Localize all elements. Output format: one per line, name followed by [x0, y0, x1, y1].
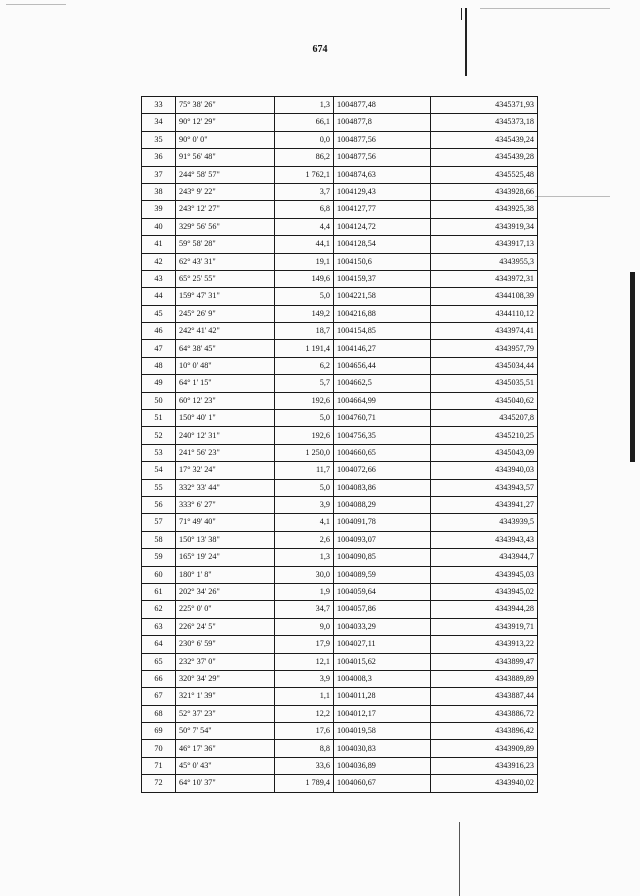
point-number-cell: 56	[142, 496, 176, 513]
y-coordinate-cell: 4343916,23	[431, 757, 538, 774]
x-coordinate-cell: 1004129,43	[334, 183, 431, 200]
point-number-cell: 52	[142, 427, 176, 444]
distance-cell: 1,9	[275, 583, 334, 600]
direction-angle-cell: 165° 19' 24"	[176, 549, 275, 566]
table-row	[142, 601, 538, 618]
coordinates-table-body	[142, 97, 538, 793]
distance-cell: 5,7	[275, 375, 334, 392]
distance-cell: 12,2	[275, 705, 334, 722]
x-coordinate-cell: 1004060,67	[334, 775, 431, 792]
direction-angle-cell: 45° 0' 43"	[176, 757, 275, 774]
distance-cell: 11,7	[275, 462, 334, 479]
x-coordinate-cell: 1004159,37	[334, 270, 431, 287]
x-coordinate-cell: 1004656,44	[334, 357, 431, 374]
direction-angle-cell: 62° 43' 31"	[176, 253, 275, 270]
table-row	[142, 270, 538, 287]
x-coordinate-cell: 1004012,17	[334, 705, 431, 722]
table-row	[142, 670, 538, 687]
y-coordinate-cell: 4344108,39	[431, 288, 538, 305]
distance-cell: 33,6	[275, 757, 334, 774]
y-coordinate-cell: 4343917,13	[431, 236, 538, 253]
y-coordinate-cell: 4343944,7	[431, 549, 538, 566]
distance-cell: 4,1	[275, 514, 334, 531]
table-row	[142, 566, 538, 583]
x-coordinate-cell: 1004662,5	[334, 375, 431, 392]
distance-cell: 1,3	[275, 97, 334, 114]
table-row	[142, 723, 538, 740]
table-row	[142, 305, 538, 322]
x-coordinate-cell: 1004036,89	[334, 757, 431, 774]
y-coordinate-cell: 4345373,18	[431, 114, 538, 131]
point-number-cell: 66	[142, 670, 176, 687]
direction-angle-cell: 333° 6' 27"	[176, 496, 275, 513]
point-number-cell: 69	[142, 723, 176, 740]
direction-angle-cell: 90° 0' 0"	[176, 131, 275, 148]
x-coordinate-cell: 1004756,35	[334, 427, 431, 444]
distance-cell: 12,1	[275, 653, 334, 670]
table-row	[142, 288, 538, 305]
scan-smudge	[6, 4, 66, 5]
direction-angle-cell: 243° 9' 22"	[176, 183, 275, 200]
table-row	[142, 444, 538, 461]
direction-angle-cell: 75° 38' 26"	[176, 97, 275, 114]
distance-cell: 1 191,4	[275, 340, 334, 357]
distance-cell: 5,0	[275, 410, 334, 427]
y-coordinate-cell: 4343919,34	[431, 218, 538, 235]
y-coordinate-cell: 4343896,42	[431, 723, 538, 740]
binding-mark-top-secondary	[461, 8, 462, 20]
distance-cell: 3,7	[275, 183, 334, 200]
distance-cell: 192,6	[275, 427, 334, 444]
direction-angle-cell: 244° 58' 57"	[176, 166, 275, 183]
table-row	[142, 531, 538, 548]
y-coordinate-cell: 4343886,72	[431, 705, 538, 722]
distance-cell: 6,8	[275, 201, 334, 218]
y-coordinate-cell: 4343945,03	[431, 566, 538, 583]
y-coordinate-cell: 4345210,25	[431, 427, 538, 444]
point-number-cell: 36	[142, 149, 176, 166]
x-coordinate-cell: 1004057,86	[334, 601, 431, 618]
point-number-cell: 49	[142, 375, 176, 392]
direction-angle-cell: 159° 47' 31"	[176, 288, 275, 305]
x-coordinate-cell: 1004877,56	[334, 149, 431, 166]
y-coordinate-cell: 4345034,44	[431, 357, 538, 374]
table-row	[142, 583, 538, 600]
x-coordinate-cell: 1004150,6	[334, 253, 431, 270]
point-number-cell: 71	[142, 757, 176, 774]
x-coordinate-cell: 1004877,48	[334, 97, 431, 114]
y-coordinate-cell: 4343913,22	[431, 636, 538, 653]
distance-cell: 149,6	[275, 270, 334, 287]
direction-angle-cell: 242° 41' 42"	[176, 323, 275, 340]
y-coordinate-cell: 4345043,09	[431, 444, 538, 461]
distance-cell: 8,8	[275, 740, 334, 757]
table-row	[142, 636, 538, 653]
x-coordinate-cell: 1004760,71	[334, 410, 431, 427]
table-row	[142, 131, 538, 148]
x-coordinate-cell: 1004072,66	[334, 462, 431, 479]
direction-angle-cell: 64° 38' 45"	[176, 340, 275, 357]
table-row	[142, 705, 538, 722]
y-coordinate-cell: 4345371,93	[431, 97, 538, 114]
table-row	[142, 479, 538, 496]
distance-cell: 3,9	[275, 496, 334, 513]
distance-cell: 0,0	[275, 131, 334, 148]
distance-cell: 66,1	[275, 114, 334, 131]
distance-cell: 1,1	[275, 688, 334, 705]
y-coordinate-cell: 4343944,28	[431, 601, 538, 618]
table-row	[142, 392, 538, 409]
scan-smudge	[480, 8, 610, 9]
y-coordinate-cell: 4343889,89	[431, 670, 538, 687]
point-number-cell: 38	[142, 183, 176, 200]
y-coordinate-cell: 4343945,02	[431, 583, 538, 600]
x-coordinate-cell: 1004008,3	[334, 670, 431, 687]
direction-angle-cell: 91° 56' 48"	[176, 149, 275, 166]
page-number: 674	[312, 44, 328, 55]
x-coordinate-cell: 1004088,29	[334, 496, 431, 513]
direction-angle-cell: 65° 25' 55"	[176, 270, 275, 287]
direction-angle-cell: 232° 37' 0"	[176, 653, 275, 670]
binding-mark-bottom	[459, 822, 460, 896]
table-row	[142, 514, 538, 531]
y-coordinate-cell: 4343919,71	[431, 618, 538, 635]
y-coordinate-cell: 4343925,38	[431, 201, 538, 218]
x-coordinate-cell: 1004011,28	[334, 688, 431, 705]
table-row	[142, 201, 538, 218]
table-row	[142, 166, 538, 183]
distance-cell: 5,0	[275, 479, 334, 496]
table-row	[142, 618, 538, 635]
table-row	[142, 236, 538, 253]
x-coordinate-cell: 1004089,59	[334, 566, 431, 583]
table-row	[142, 149, 538, 166]
point-number-cell: 70	[142, 740, 176, 757]
direction-angle-cell: 245° 26' 9"	[176, 305, 275, 322]
point-number-cell: 40	[142, 218, 176, 235]
table-row	[142, 253, 538, 270]
coordinates-table	[141, 96, 538, 793]
y-coordinate-cell: 4343899,47	[431, 653, 538, 670]
table-row	[142, 688, 538, 705]
distance-cell: 86,2	[275, 149, 334, 166]
table-row	[142, 375, 538, 392]
x-coordinate-cell: 1004019,58	[334, 723, 431, 740]
point-number-cell: 44	[142, 288, 176, 305]
point-number-cell: 54	[142, 462, 176, 479]
distance-cell: 1 250,0	[275, 444, 334, 461]
x-coordinate-cell: 1004059,64	[334, 583, 431, 600]
point-number-cell: 34	[142, 114, 176, 131]
y-coordinate-cell: 4343887,44	[431, 688, 538, 705]
y-coordinate-cell: 4343939,5	[431, 514, 538, 531]
distance-cell: 44,1	[275, 236, 334, 253]
y-coordinate-cell: 4343972,31	[431, 270, 538, 287]
y-coordinate-cell: 4343940,03	[431, 462, 538, 479]
x-coordinate-cell: 1004093,07	[334, 531, 431, 548]
y-coordinate-cell: 4343928,66	[431, 183, 538, 200]
point-number-cell: 53	[142, 444, 176, 461]
distance-cell: 34,7	[275, 601, 334, 618]
distance-cell: 19,1	[275, 253, 334, 270]
y-coordinate-cell: 4345040,62	[431, 392, 538, 409]
point-number-cell: 60	[142, 566, 176, 583]
direction-angle-cell: 90° 12' 29"	[176, 114, 275, 131]
table-row	[142, 775, 538, 792]
y-coordinate-cell: 4343909,89	[431, 740, 538, 757]
x-coordinate-cell: 1004221,58	[334, 288, 431, 305]
point-number-cell: 41	[142, 236, 176, 253]
x-coordinate-cell: 1004664,99	[334, 392, 431, 409]
binding-mark-top	[465, 8, 467, 76]
point-number-cell: 35	[142, 131, 176, 148]
distance-cell: 3,9	[275, 670, 334, 687]
point-number-cell: 55	[142, 479, 176, 496]
direction-angle-cell: 226° 24' 5"	[176, 618, 275, 635]
x-coordinate-cell: 1004128,54	[334, 236, 431, 253]
direction-angle-cell: 59° 58' 28"	[176, 236, 275, 253]
point-number-cell: 51	[142, 410, 176, 427]
table-row	[142, 427, 538, 444]
direction-angle-cell: 150° 40' 1"	[176, 410, 275, 427]
direction-angle-cell: 17° 32' 24"	[176, 462, 275, 479]
direction-angle-cell: 64° 1' 15"	[176, 375, 275, 392]
point-number-cell: 67	[142, 688, 176, 705]
direction-angle-cell: 52° 37' 23"	[176, 705, 275, 722]
point-number-cell: 39	[142, 201, 176, 218]
y-coordinate-cell: 4345439,28	[431, 149, 538, 166]
x-coordinate-cell: 1004877,8	[334, 114, 431, 131]
y-coordinate-cell: 4345035,51	[431, 375, 538, 392]
direction-angle-cell: 180° 1' 8"	[176, 566, 275, 583]
point-number-cell: 46	[142, 323, 176, 340]
direction-angle-cell: 10° 0' 48"	[176, 357, 275, 374]
distance-cell: 17,6	[275, 723, 334, 740]
direction-angle-cell: 241° 56' 23"	[176, 444, 275, 461]
table-row	[142, 97, 538, 114]
table-row	[142, 114, 538, 131]
direction-angle-cell: 60° 12' 23"	[176, 392, 275, 409]
distance-cell: 18,7	[275, 323, 334, 340]
y-coordinate-cell: 4343943,57	[431, 479, 538, 496]
distance-cell: 6,2	[275, 357, 334, 374]
direction-angle-cell: 150° 13' 38"	[176, 531, 275, 548]
table-row	[142, 462, 538, 479]
distance-cell: 17,9	[275, 636, 334, 653]
x-coordinate-cell: 1004030,83	[334, 740, 431, 757]
point-number-cell: 64	[142, 636, 176, 653]
direction-angle-cell: 240° 12' 31"	[176, 427, 275, 444]
direction-angle-cell: 71° 49' 40"	[176, 514, 275, 531]
x-coordinate-cell: 1004091,78	[334, 514, 431, 531]
x-coordinate-cell: 1004146,27	[334, 340, 431, 357]
x-coordinate-cell: 1004090,85	[334, 549, 431, 566]
point-number-cell: 68	[142, 705, 176, 722]
distance-cell: 192,6	[275, 392, 334, 409]
x-coordinate-cell: 1004660,65	[334, 444, 431, 461]
x-coordinate-cell: 1004124,72	[334, 218, 431, 235]
direction-angle-cell: 202° 34' 26"	[176, 583, 275, 600]
distance-cell: 9,0	[275, 618, 334, 635]
point-number-cell: 61	[142, 583, 176, 600]
distance-cell: 149,2	[275, 305, 334, 322]
x-coordinate-cell: 1004154,85	[334, 323, 431, 340]
direction-angle-cell: 243° 12' 27"	[176, 201, 275, 218]
y-coordinate-cell: 4344110,12	[431, 305, 538, 322]
x-coordinate-cell: 1004027,11	[334, 636, 431, 653]
direction-angle-cell: 64° 10' 37"	[176, 775, 275, 792]
point-number-cell: 72	[142, 775, 176, 792]
table-row	[142, 357, 538, 374]
point-number-cell: 63	[142, 618, 176, 635]
point-number-cell: 45	[142, 305, 176, 322]
table-row	[142, 653, 538, 670]
direction-angle-cell: 46° 17' 36"	[176, 740, 275, 757]
distance-cell: 5,0	[275, 288, 334, 305]
y-coordinate-cell: 4343974,41	[431, 323, 538, 340]
page-edge-shadow	[630, 272, 635, 462]
x-coordinate-cell: 1004083,86	[334, 479, 431, 496]
direction-angle-cell: 329° 56' 56"	[176, 218, 275, 235]
point-number-cell: 33	[142, 97, 176, 114]
direction-angle-cell: 50° 7' 54"	[176, 723, 275, 740]
point-number-cell: 59	[142, 549, 176, 566]
y-coordinate-cell: 4345525,48	[431, 166, 538, 183]
y-coordinate-cell: 4343955,3	[431, 253, 538, 270]
x-coordinate-cell: 1004874,63	[334, 166, 431, 183]
point-number-cell: 50	[142, 392, 176, 409]
point-number-cell: 65	[142, 653, 176, 670]
y-coordinate-cell: 4343957,79	[431, 340, 538, 357]
direction-angle-cell: 332° 33' 44"	[176, 479, 275, 496]
point-number-cell: 48	[142, 357, 176, 374]
x-coordinate-cell: 1004033,29	[334, 618, 431, 635]
distance-cell: 2,6	[275, 531, 334, 548]
point-number-cell: 58	[142, 531, 176, 548]
table-row	[142, 340, 538, 357]
direction-angle-cell: 321° 1' 39"	[176, 688, 275, 705]
table-row	[142, 496, 538, 513]
x-coordinate-cell: 1004877,56	[334, 131, 431, 148]
x-coordinate-cell: 1004015,62	[334, 653, 431, 670]
x-coordinate-cell: 1004127,77	[334, 201, 431, 218]
table-row	[142, 183, 538, 200]
table-row	[142, 757, 538, 774]
point-number-cell: 57	[142, 514, 176, 531]
scan-smudge	[535, 196, 610, 197]
direction-angle-cell: 230° 6' 59"	[176, 636, 275, 653]
table-row	[142, 740, 538, 757]
distance-cell: 1 789,4	[275, 775, 334, 792]
table-row	[142, 549, 538, 566]
point-number-cell: 62	[142, 601, 176, 618]
table-row	[142, 323, 538, 340]
point-number-cell: 43	[142, 270, 176, 287]
y-coordinate-cell: 4345207,8	[431, 410, 538, 427]
distance-cell: 30,0	[275, 566, 334, 583]
point-number-cell: 42	[142, 253, 176, 270]
distance-cell: 1,3	[275, 549, 334, 566]
point-number-cell: 37	[142, 166, 176, 183]
table-row	[142, 218, 538, 235]
table-row	[142, 410, 538, 427]
x-coordinate-cell: 1004216,88	[334, 305, 431, 322]
distance-cell: 4,4	[275, 218, 334, 235]
y-coordinate-cell: 4343941,27	[431, 496, 538, 513]
y-coordinate-cell: 4345439,24	[431, 131, 538, 148]
direction-angle-cell: 225° 0' 0"	[176, 601, 275, 618]
y-coordinate-cell: 4343940,02	[431, 775, 538, 792]
direction-angle-cell: 320° 34' 29"	[176, 670, 275, 687]
point-number-cell: 47	[142, 340, 176, 357]
distance-cell: 1 762,1	[275, 166, 334, 183]
y-coordinate-cell: 4343943,43	[431, 531, 538, 548]
